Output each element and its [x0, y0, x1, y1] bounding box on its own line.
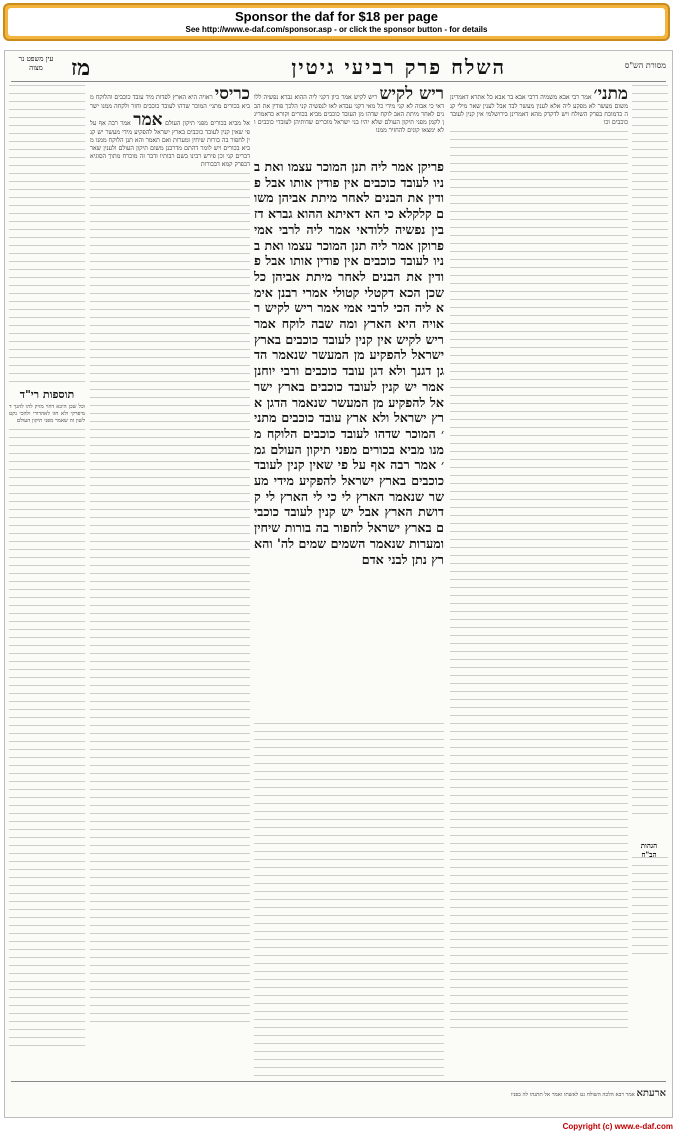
- gemara-column: [254, 159, 444, 719]
- hagahot-label: הגהות הב"ח: [640, 841, 658, 859]
- page-number: מז: [71, 55, 91, 81]
- inner-left-text: ראויה היא הארץ לפדות מיד עובד כוכבים והלוקח מביא בכורים מתני׳ המוכר שדהו לעובד כוכבים וחזר ולקחה ממנו ישראל מביא בכורים מפני תיקון העולם: [90, 94, 250, 127]
- left-margin-text: וכל שכן היכא דהוי מזיק להו להנך דמיפרקי ולא חזו לאהדורי ולהכי נקט לשון זה שאמר מפני תיקון העולם: [9, 404, 85, 424]
- page-header: [11, 55, 666, 79]
- ein-mishpat-label: עין משפט נר מצוה: [18, 55, 54, 72]
- tosafot-text: אמר רבה אף על פי שאין קנין לעובד כוכבים בארץ ישראל להפקיע מידי מעשר יש קנין לחפור בה בורות שיחין ומערות ואם תאמר והא תנן הלוקח ממנו מביא בכורים ויש לומר דהתם מדרבנן משום תיקון העולם ולענין שאר דברים קני וכן פירש רבינו בשם רבותיו ודבר זה מוכרח מתוך הסוגיא דבפרק קמא דבכורות: [90, 120, 250, 168]
- rashi-top-word: כריסי: [214, 85, 250, 104]
- rashi-headword: מתני׳: [593, 85, 628, 104]
- tosafot-lines: [90, 173, 250, 1023]
- tosafot-column: [90, 85, 250, 1085]
- header-rule: [11, 81, 666, 82]
- footer-rule: [11, 1081, 666, 1082]
- gemara-top-commentary: [254, 85, 444, 155]
- sponsor-title[interactable]: Sponsor the daf for $18 per page: [235, 9, 438, 24]
- footer-headword: ארעתא: [636, 1088, 666, 1099]
- left-margin-lines-top: [9, 85, 85, 385]
- hagahot-column: [632, 857, 668, 957]
- gemara-text: פריקן אמר ליה תנן המוכר עצמו ואת בניו לעובד כוכבים אין פודין אותו אבל פודין את הבנים לאחר מיתת אביהן משום קלקלא כי הא דאיתא ההוא גברא דזבין נפשיה ללודאי אמר ליה לרבי אמי פרוקן אמר ליה תנן המוכר עצמו ואת בניו לעובד כוכבים אין פודין אותו אבל פודין את הבנים לאחר מיתת אביהן כל שכן הכא דקטלי קטולי אמרי רבנן אימא ליה הכי לרבי אמי אמר ריש לקיש ראויה היא הארץ ומה שבה לוקח אמר ריש לקיש אין קנין לעובד כוכבים בארץ ישראל להפקיע מן המעשר שנאמר הדגן דגנך ולא דגן עובד כוכבים ורבי יוחנן אמר יש קנין לעובד כוכבים בארץ ישראל להפקיע מן המעשר שנאמר הדגן ארץ ישראל ולא ארץ עובד כוכבים מתני׳ המוכר שדהו לעובד כוכבים הלוקח ממנו מביא בכורים מפני תיקון העולם גמ׳ אמר רבה אף על פי שאין קנין לעובד כוכבים בארץ ישראל להפקיע מידי מעשר שנאמר הארץ לי כי לי הארץ לי קדושת הארץ אבל יש קנין לעובד כוכבים בארץ ישראל לחפור בה בורות שיחין ומערות שנאמר השמים שמים לה' והארץ נתן לבני אדם: [254, 159, 444, 567]
- rashi-commentary-text: ריש לקיש אמר כיון דקני ליה ההוא גברא נפשיה ללודאי כי אבוה לא קני מידי כל מאי דקני עבדא לאו לנפשיה קני הלכך פודין את הבנים לאחר מיתת האב לוקח שדהו מן העובד כוכבים מביא בכורים וקורא כדאמרינן לקמן מפני תיקון העולם שלא יהיו בני ישראל מוכרים שדותיהן לעובדי כוכבים ולא ימצאו קונים להחזיר ממנו: [254, 94, 444, 134]
- talmud-page: [4, 50, 673, 1118]
- margin-right-column: [632, 85, 668, 815]
- page-title: השלח פרק רביעי גיטין: [291, 55, 506, 79]
- rashi-lines: [450, 131, 628, 1031]
- rashi-column: [450, 85, 628, 1085]
- gemara-lower-lines: [254, 723, 444, 1083]
- sponsor-banner-inner[interactable]: [8, 8, 665, 36]
- footer-notes: [11, 1085, 666, 1111]
- sponsor-subtitle[interactable]: See http://www.e-daf.com/sponsor.asp - or click the sponsor button - for details: [185, 25, 488, 34]
- left-margin-lines-bottom: [9, 429, 85, 1049]
- gemara-lower-column: [254, 723, 444, 1083]
- tosafot-rid-label: תוספות רי"ד: [19, 388, 75, 401]
- footer-text: אמר רבא הלכה השולח גט לאשתו ואמר אל תתנהו לה בפניו: [510, 1092, 635, 1098]
- tosafot-headword: אמר: [133, 110, 163, 130]
- margin-right-lines: [632, 85, 668, 815]
- copyright-link[interactable]: Copyright (c) www.e-daf.com: [562, 1122, 673, 1131]
- rashi-start-headword: ריש לקיש: [379, 85, 444, 104]
- hagahot-lines: [632, 857, 668, 957]
- sponsor-banner[interactable]: [3, 3, 670, 41]
- rashi-text: אמר רבי אבא משמיה דרבי אבא בר אבא כל אתרא דאמרינן משום מעשר לא מפקע ליה אלא לענין מעשר לבד אבל לענין שאר מילי קנה כדמוכח בפרק השולח ויש לדקדק מהא דאמרינן בירושלמי אין קנין לעובד כוכבים וכו: [450, 94, 628, 126]
- left-margin-column: [9, 85, 85, 1075]
- masechet-label: מסורת הש"ס: [624, 61, 666, 70]
